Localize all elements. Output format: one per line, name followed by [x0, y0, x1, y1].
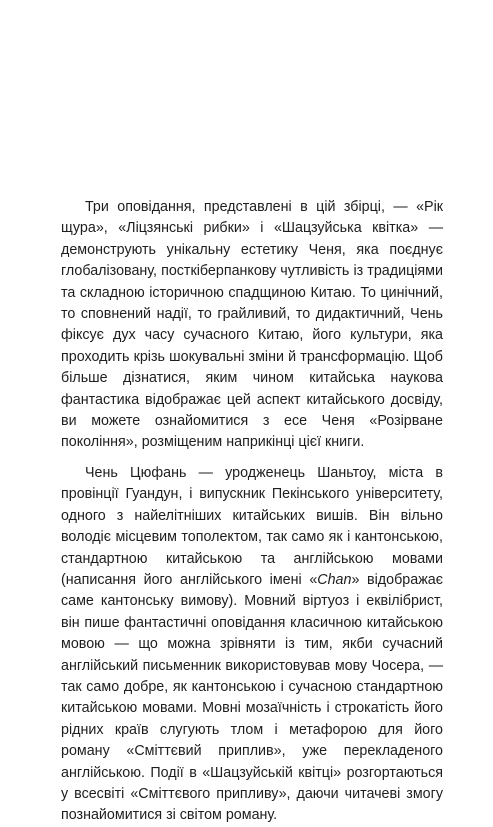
body-text: [61, 197, 443, 827]
paragraph-2-text-part-2: » відображає саме кантонську вимову). Мовний віртуоз і еквілібрист, він пише фантастичні оповідання класичною китайською мовою — що можна зрівняти із тим, якби сучасний англійський письменник використовував мову Чосера, — так само добре, як кантонською і сучасною стандартною китайською мовами. Мовні мозаїчність і строкатість його рідних країв слугують тлом і метафорою для його роману «Сміттєвий приплив», уже перекладеного англійською. Події в «Шацзуйській квітці» розгортаються у всесвіті «Сміттєвого припливу», даючи читачеві змогу познайомитися зі світом роману.: [61, 571, 444, 824]
paragraph-1-text: Три оповідання, представлені в цій збірці, — «Рік щура», «Ліцзянські рибки» і «Шацзуйська квітка» — демонструють унікальну естетику Ченя, яка поєднує глобалізовану, посткіберпанкову чутливість із традиціями та складною історичною спадщиною Китаю. То цинічний, то сповнений надії, то грайливий, то дидактичний, Чень фіксує дух часу сучасного Китаю, його культури, яка проходить крізь шокувальні зміни й трансформацію. Щоб більше дізнатися, яким чином китайська наукова фантастика відображає цей аспект китайського досвіду, ви можете ознайомитися з есе Ченя «Розірване покоління», розміщеним наприкінці цієї книги.: [61, 199, 443, 451]
paragraph-2-text-part-1: Чень Цюфань — уродженець Шаньтоу, міста в провінції Гуандун, і випускник Пекінського університету, одного з найелітніших китайських вишів. Він вільно володіє місцевим тополектом, так само як і кантонською, стандартною китайською та англійською мовами (написання його англійського імені «: [61, 464, 443, 588]
paragraph-2-italic-name: Chan: [317, 571, 352, 588]
paragraph-1: [61, 197, 443, 454]
paragraph-2: [61, 463, 443, 827]
